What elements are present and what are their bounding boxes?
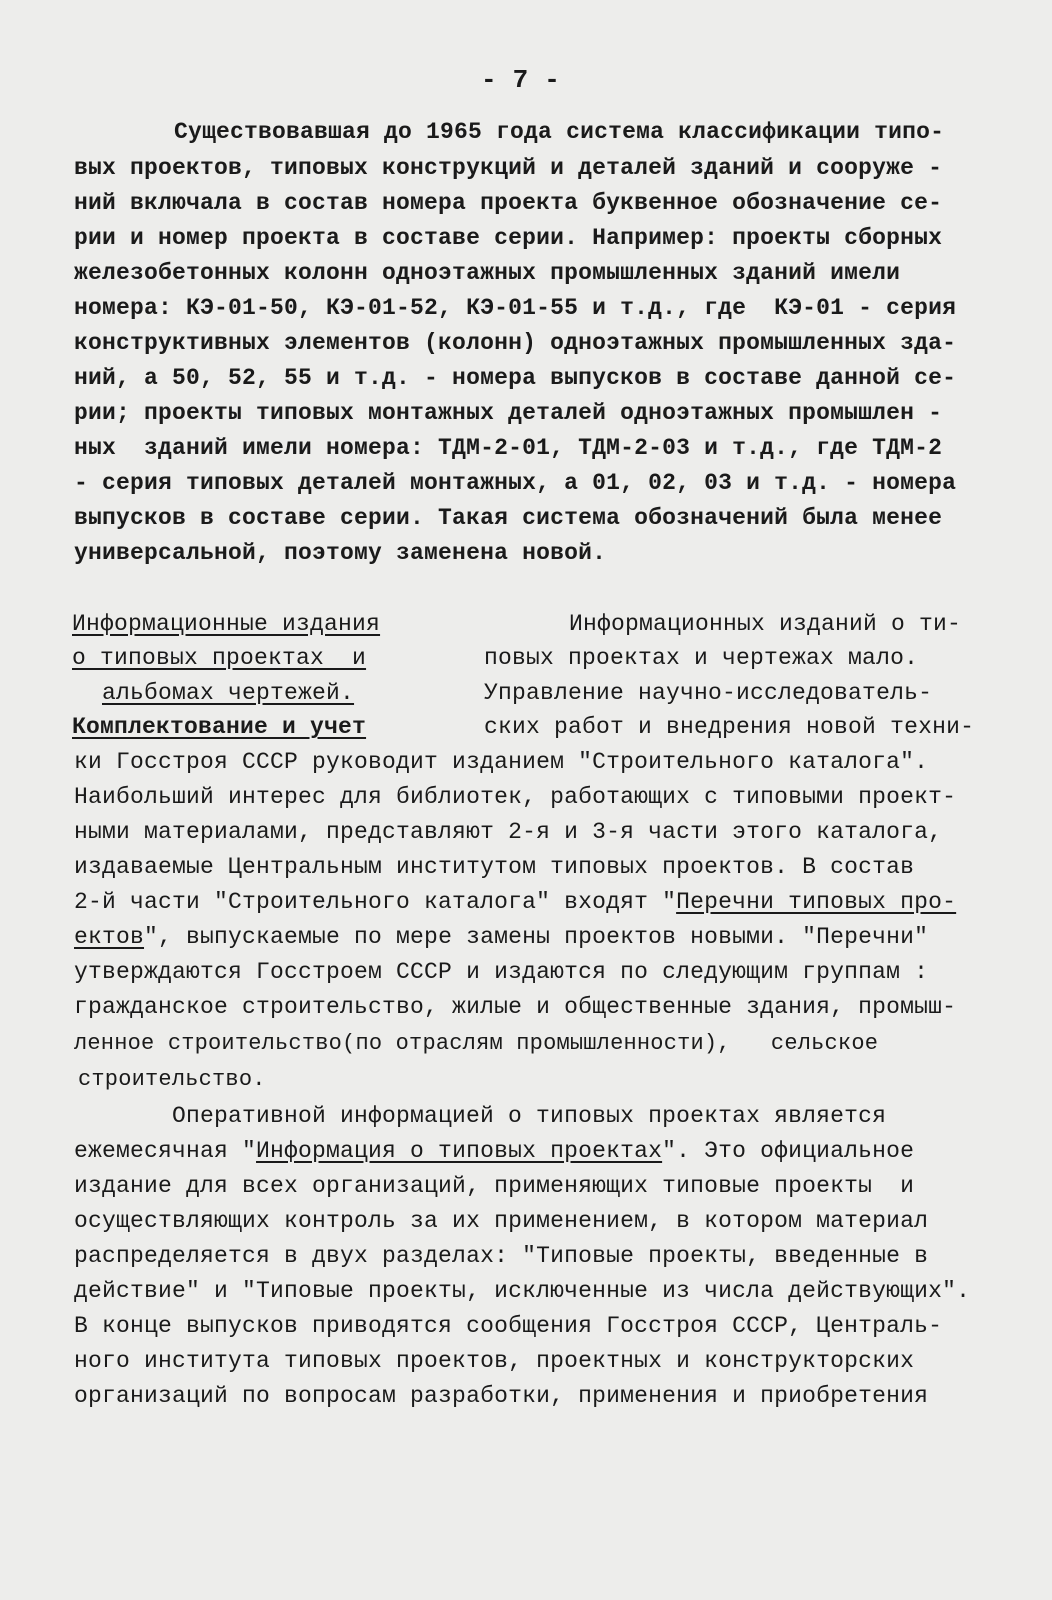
para2-side-line: повых проектах и чертежах мало. [484, 645, 919, 671]
para1-line: ний включала в состав номера проекта буквенное обозначение се- [74, 190, 943, 216]
para1-line: Существовавшая до 1965 года система классификации типо- [174, 119, 945, 145]
para2-line: гражданское строительство, жилые и общественные здания, промыш- [74, 994, 957, 1020]
para3-line: издание для всех организаций, применяющих типовые проекты и [74, 1173, 915, 1199]
para2-side-line: Управление научно-исследователь- [484, 680, 933, 706]
para3-line: организаций по вопросам разработки, применения и приобретения [74, 1383, 929, 1409]
page-number: - 7 - [481, 65, 561, 95]
para2-line: ки Госстроя СССР руководит изданием "Строительного каталога". [74, 749, 929, 775]
para3-line: действие" и "Типовые проекты, исключенные из числа действующих". [74, 1278, 971, 1304]
para2-line: ленное строительство(по отраслям промышленности), сельское [74, 1031, 879, 1056]
para2-line: ектов", выпускаемые по мере замены проектов новыми. "Перечни" [74, 924, 929, 950]
para1-line: универсальной, поэтому заменена новой. [74, 540, 607, 566]
para1-line: - серия типовых деталей монтажных, а 01, 02, 03 и т.д. - номера [74, 470, 957, 496]
para2-side-line: ских работ и внедрения новой техни- [484, 714, 975, 740]
para1-line: ных зданий имели номера: ТДМ-2-01, ТДМ-2-03 и т.д., где ТДМ-2 [74, 435, 943, 461]
side-heading-line: альбомах чертежей. [102, 680, 355, 706]
para1-line: ний, а 50, 52, 55 и т.д. - номера выпусков в составе данной се- [74, 365, 957, 391]
para1-line: рии; проекты типовых монтажных деталей одноэтажных промышлен - [74, 400, 943, 426]
side-heading-line: о типовых проектах и [72, 645, 367, 671]
side-heading-line: Информационные издания [72, 611, 381, 637]
para3-line: ежемесячная "Информация о типовых проектах". Это официальное [74, 1138, 915, 1164]
para2-line: издаваемые Центральным институтом типовых проектов. В состав [74, 854, 915, 880]
para2-line: строительство. [78, 1067, 266, 1092]
para1-line: железобетонных колонн одноэтажных промышленных зданий имели [74, 260, 901, 286]
para2-side-line: Информационных изданий о ти- [569, 611, 962, 637]
side-heading-line: Комплектование и учет [72, 714, 367, 740]
para3-line: В конце выпусков приводятся сообщения Госстроя СССР, Централь- [74, 1313, 943, 1339]
para1-line: номера: КЭ-01-50, КЭ-01-52, КЭ-01-55 и т.д., где КЭ-01 - серия [74, 295, 957, 321]
catalog-title-underlined: ектов [74, 924, 145, 950]
para2-line: Наибольший интерес для библиотек, работающих с типовыми проект- [74, 784, 957, 810]
para1-line: вых проектов, типовых конструкций и деталей зданий и сооруже - [74, 155, 943, 181]
para2-line: 2-й части "Строительного каталога" входят "Перечни типовых про- [74, 889, 957, 915]
para1-line: выпусков в составе серии. Такая система обозначений была менее [74, 505, 943, 531]
para2-line: утверждаются Госстроем СССР и издаются по следующим группам : [74, 959, 929, 985]
para3-line: Оперативной информацией о типовых проектах является [172, 1103, 887, 1129]
bulletin-title-underlined: Информация о типовых проектах [256, 1138, 663, 1164]
para2-line: ными материалами, представляют 2-я и 3-я части этого каталога, [74, 819, 943, 845]
para1-line: рии и номер проекта в составе серии. Например: проекты сборных [74, 225, 943, 251]
catalog-title-underlined: Перечни типовых про- [676, 889, 957, 915]
para3-line: распределяется в двух разделах: "Типовые проекты, введенные в [74, 1243, 929, 1269]
para1-line: конструктивных элементов (колонн) одноэтажных промышленных зда- [74, 330, 957, 356]
para3-line: осуществляющих контроль за их применением, в котором материал [74, 1208, 929, 1234]
para3-line: ного института типовых проектов, проектных и конструкторских [74, 1348, 915, 1374]
